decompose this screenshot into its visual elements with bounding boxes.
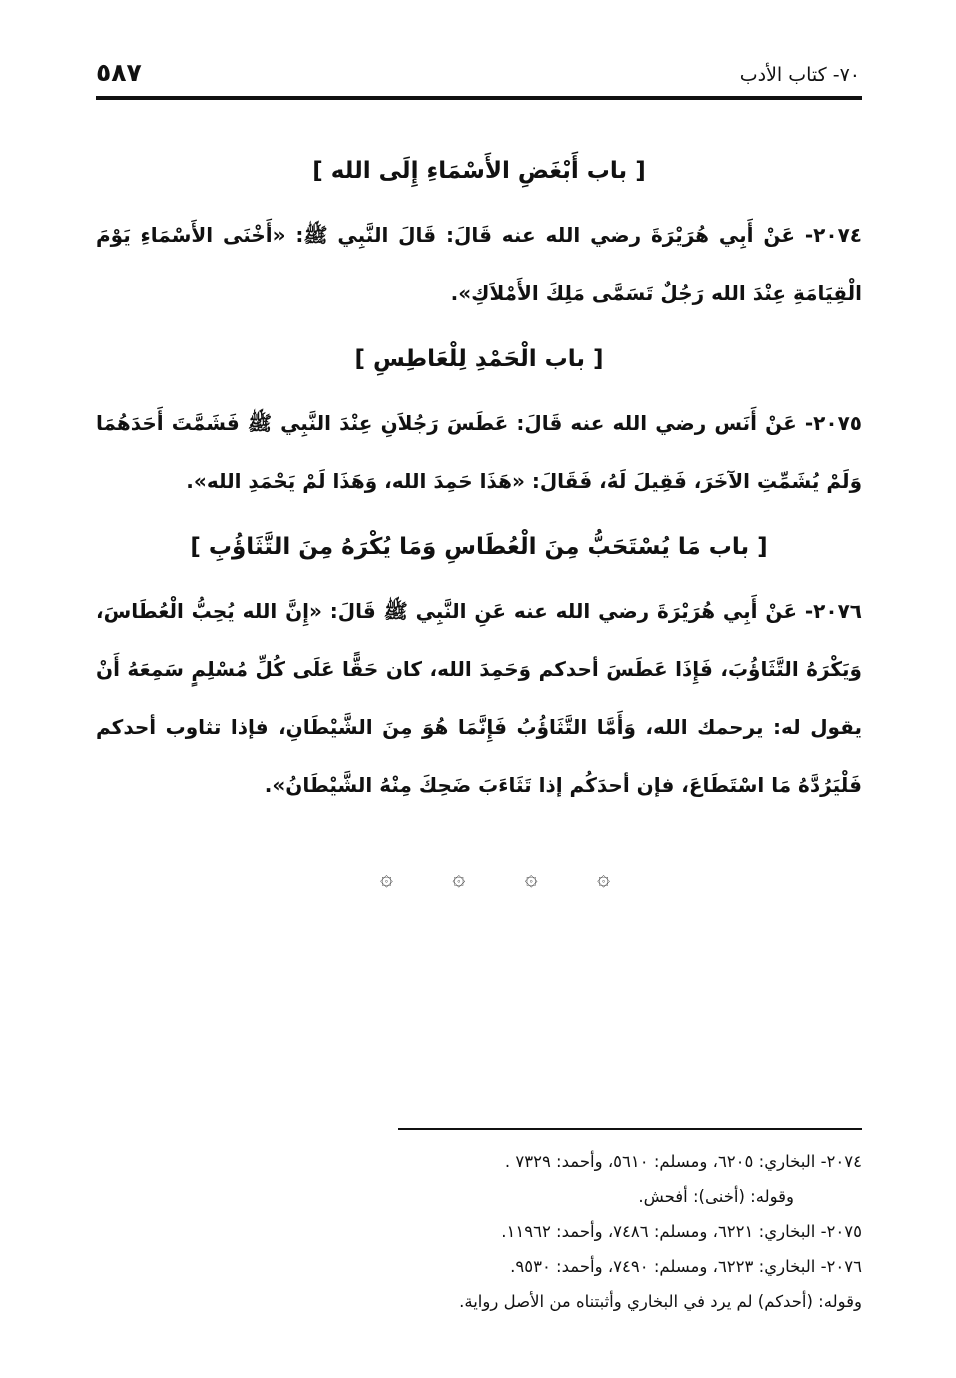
- hadith-text: عَنْ أَنَس رضي الله عنه قَالَ: عَطَسَ رَجُلاَنِ عِنْدَ النَّبِي ﷺ فَشَمَّتَ أَحَدَهُمَا وَلَمْ يُشَمِّتِ الآخَرَ، فَقِيلَ لَهُ، فَقَالَ: «هَذَا حَمِدَ الله، وَهَذَا لَمْ يَحْمَدِ الله».: [96, 411, 862, 493]
- ornament-icon: ۞: [452, 866, 466, 891]
- footnote-rule: [398, 1128, 862, 1130]
- footnote-line: وقوله: (أخنى): أفحش.: [638, 1187, 794, 1206]
- ornament-icon: ۞: [524, 866, 538, 891]
- footnote-line: وقوله: (أحدكم) لم يرد في البخاري وأثبتناه من الأصل رواية.: [459, 1292, 862, 1311]
- page-number: ٥٨٧: [96, 58, 142, 87]
- section-heading: [ باب مَا يُسْتَحَبُّ مِنَ الْعُطَاسِ وَمَا يُكْرَهُ مِنَ التَّثَاؤُبِ ]: [190, 534, 768, 560]
- footnotes: [392, 1144, 862, 1319]
- chapter-title: ٧٠- كتاب الأدب: [739, 64, 860, 86]
- ornament-icon: ۞: [380, 866, 393, 891]
- hadith-paragraph: [96, 394, 862, 510]
- section-heading: [ باب الْحَمْدِ لِلْعَاطِسِ ]: [354, 346, 604, 372]
- footnote-line: ٢٠٧٥- البخاري: ٦٢٢١، ومسلم: ٧٤٨٦، وأحمد: ١١٩٦٢.: [501, 1222, 862, 1241]
- header-rule: [96, 96, 862, 100]
- hadith-paragraph: [96, 206, 862, 322]
- section-separator: [380, 866, 610, 896]
- hadith-number: ٢٠٧٤-: [804, 223, 862, 247]
- hadith-paragraph: [96, 582, 862, 814]
- footnote-line: ٢٠٧٤- البخاري: ٦٢٠٥، ومسلم: ٥٦١٠، وأحمد: ٧٣٢٩ .: [504, 1152, 862, 1171]
- footnote-line: ٢٠٧٦- البخاري: ٦٢٢٣، ومسلم: ٧٤٩٠، وأحمد: ٩٥٣٠.: [510, 1257, 862, 1276]
- hadith-text: عَنْ أَبِي هُرَيْرَةَ رضي الله عنه عَنِ النَّبِي ﷺ قَالَ: «إِنَّ الله يُحِبُّ الْعُطَاسَ، وَيَكْرَهُ التَّثَاؤُبَ، فَإِذَا عَطَسَ أحدكم وَحَمِدَ الله، كان حَقًّا عَلَى كُلِّ مُسْلِمٍ سَمِعَهُ أَنْ يقول له: يرحمك الله، وَأَمَّا التَّثَاؤُبُ فَإِنَّمَا هُوَ مِنَ الشَّيْطَانِ، فإذا تثاوب أحدكم فَلْيَرُدَّهُ مَا اسْتَطَاعَ، فإن أحدَكُم إذا تَثَاءَبَ ضَحِكَ مِنْهُ الشَّيْطَانُ».: [96, 599, 862, 797]
- section-heading: [ باب أَبْغَضِ الأَسْمَاءِ إِلَى الله ]: [312, 158, 646, 184]
- page-header: [96, 58, 860, 94]
- hadith-number: ٢٠٧٥-: [804, 411, 862, 435]
- page-body: [96, 150, 862, 814]
- hadith-number: ٢٠٧٦-: [804, 599, 862, 623]
- hadith-text: عَنْ أَبِي هُرَيْرَةَ رضي الله عنه قَالَ: قَالَ النَّبِي ﷺ: «أَخْنَى الأَسْمَاءِ يَوْمَ الْقِيَامَةِ عِنْدَ الله رَجُلٌ تَسَمَّى مَلِكَ الأَمْلاَكِ».: [96, 223, 862, 305]
- ornament-icon: ۞: [597, 866, 610, 891]
